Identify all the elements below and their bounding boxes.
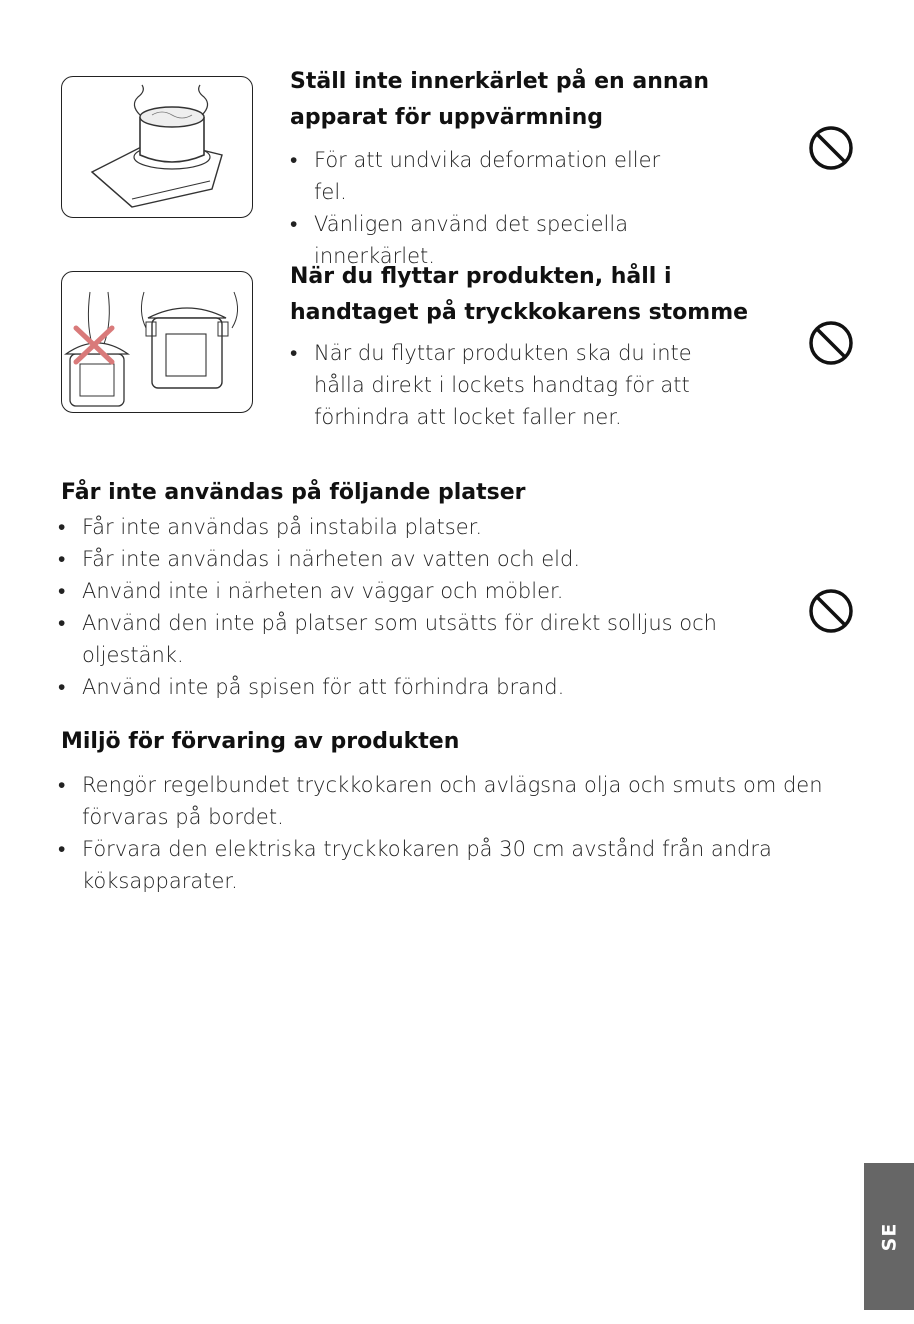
list-item: • För att undvika deformation eller fel. bbox=[290, 144, 690, 208]
list-item: • Använd inte på spisen för att förhindra brand. bbox=[58, 671, 758, 703]
language-tab bbox=[864, 1163, 914, 1310]
list-item: • Får inte användas i närheten av vatten och eld. bbox=[58, 543, 758, 575]
section4-bullet-list bbox=[58, 769, 848, 897]
list-item: • När du flyttar produkten ska du inte hålla direkt i lockets handtag för att förhindra att locket faller ner. bbox=[290, 337, 710, 433]
section1-heading-line2: apparat för uppvärmning bbox=[290, 105, 603, 130]
language-tab-label: SE bbox=[877, 1222, 900, 1251]
list-item: • Får inte användas på instabila platser. bbox=[58, 511, 758, 543]
section1-heading bbox=[290, 64, 709, 136]
prohibited-icon bbox=[808, 588, 854, 634]
list-item: • Använd den inte på platser som utsätts för direkt solljus och oljestänk. bbox=[58, 607, 758, 671]
section2-heading-line1: När du flyttar produkten, håll i bbox=[290, 264, 672, 289]
prohibited-icon bbox=[808, 125, 854, 171]
section1-bullet-list bbox=[290, 144, 690, 272]
section3-bullet-list bbox=[58, 511, 758, 703]
section4-heading: Miljö för förvaring av produkten bbox=[61, 729, 460, 754]
prohibited-icon bbox=[808, 320, 854, 366]
inner-pot-on-hotplate-illustration bbox=[61, 76, 253, 218]
section1-heading-line1: Ställ inte innerkärlet på en annan bbox=[290, 69, 710, 94]
section3-heading: Får inte användas på följande platser bbox=[61, 480, 526, 505]
section2-heading-line2: handtaget på tryckkokarens stomme bbox=[290, 300, 749, 325]
list-item: • Rengör regelbundet tryckkokaren och avlägsna olja och smuts om den förvaras på bordet. bbox=[58, 769, 848, 833]
list-item: • Vänligen använd det speciella innerkärlet. bbox=[290, 208, 654, 272]
carry-pressure-cooker-illustration bbox=[61, 271, 253, 413]
list-item: • Förvara den elektriska tryckkokaren på 30 cm avstånd från andra köksapparater. bbox=[58, 833, 802, 897]
list-item: • Använd inte i närheten av väggar och möbler. bbox=[58, 575, 758, 607]
section2-bullet-list bbox=[290, 337, 710, 433]
section2-heading bbox=[290, 259, 748, 331]
